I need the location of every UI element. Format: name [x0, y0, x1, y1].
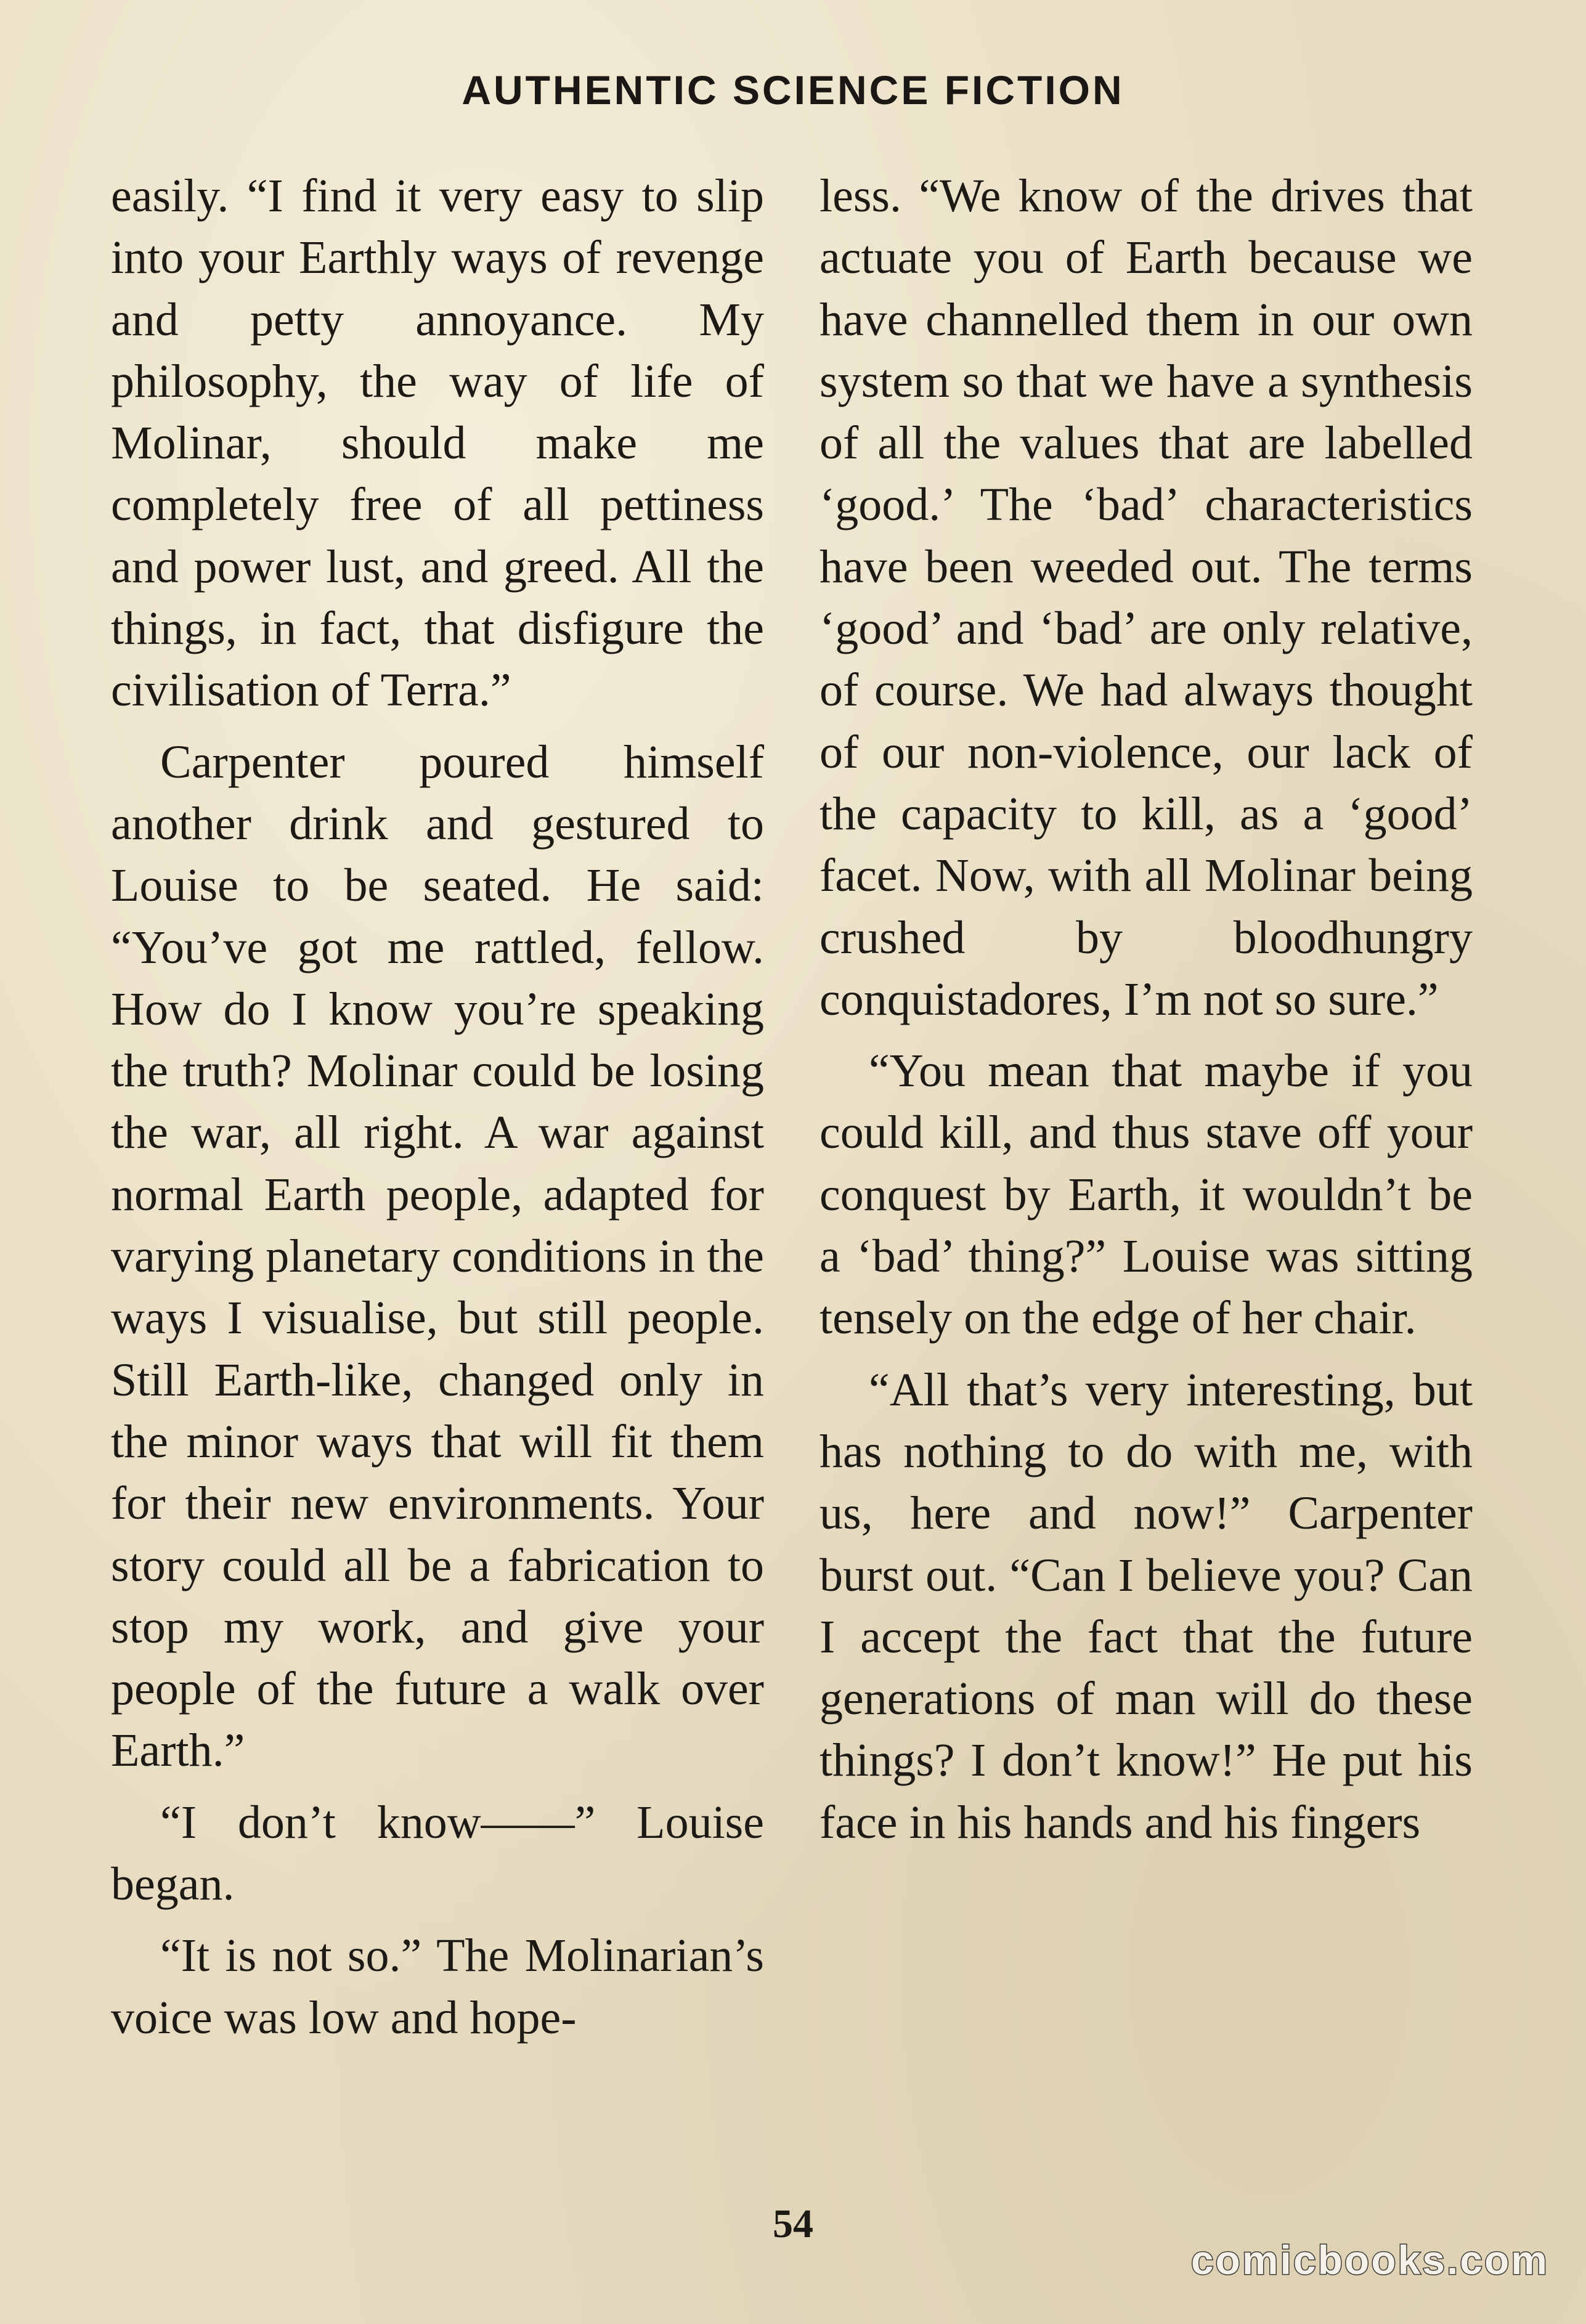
paragraph: Carpenter poured himself another drink and gestured to Louise to be seated. He said: “You’ve got me rattled, fellow. How do I know you’re speaking the truth? Molinar could be losing the war, all right. A war against normal Earth people, adapted for varying planetary conditions in the ways I visualise, but still people. Still Earth-like, changed only in the minor ways that will fit them for their new environments. Your story could all be a fabrication to stop my work, and give your people of the future a walk over Earth.” — [111, 736, 764, 1777]
left-column — [111, 165, 764, 2049]
paragraph: “It is not so.” The Molinarian’s voice was low and hope- — [111, 1930, 764, 2044]
paragraph: “You mean that maybe if you could kill, and thus stave off your conquest by Earth, it wouldn’t be a ‘bad’ thing?” Louise was sitting tensely on the edge of her chair. — [819, 1045, 1473, 1344]
right-column — [819, 165, 1473, 1853]
watermark: comicbooks.com — [1190, 2237, 1549, 2283]
paragraph: less. “We know of the drives that actuate you of Earth because we have channelled them in our own system so that we have a synthesis of all the values that are labelled ‘good.’ The ‘bad’ characteristics have been weeded out. The terms ‘good’ and ‘bad’ are only relative, of course. We had always thought of our non-violence, our lack of the capacity to kill, as a ‘good’ facet. Now, with all Molinar being crushed by bloodhungry conquistadores, I’m not so sure.” — [819, 170, 1473, 1025]
paragraph: “All that’s very interesting, but has nothing to do with me, with us, here and now!” Carpenter burst out. “Can I believe you? Can I accept the fact that the future generations of man will do these things? I don’t know!” He put his face in his hands and his fingers — [819, 1363, 1473, 1848]
paragraph: “I don’t know——” Louise began. — [111, 1796, 764, 1911]
running-head: AUTHENTIC SCIENCE FICTION — [462, 67, 1124, 113]
page-number: 54 — [773, 2201, 813, 2246]
paragraph: easily. “I find it very easy to slip into your Earthly ways of revenge and petty annoyance. My philosophy, the way of life of Molinar, should make me completely free of all pettiness and power lust, and greed. All the things, in fact, that disfigure the civilisation of Terra.” — [111, 170, 764, 717]
